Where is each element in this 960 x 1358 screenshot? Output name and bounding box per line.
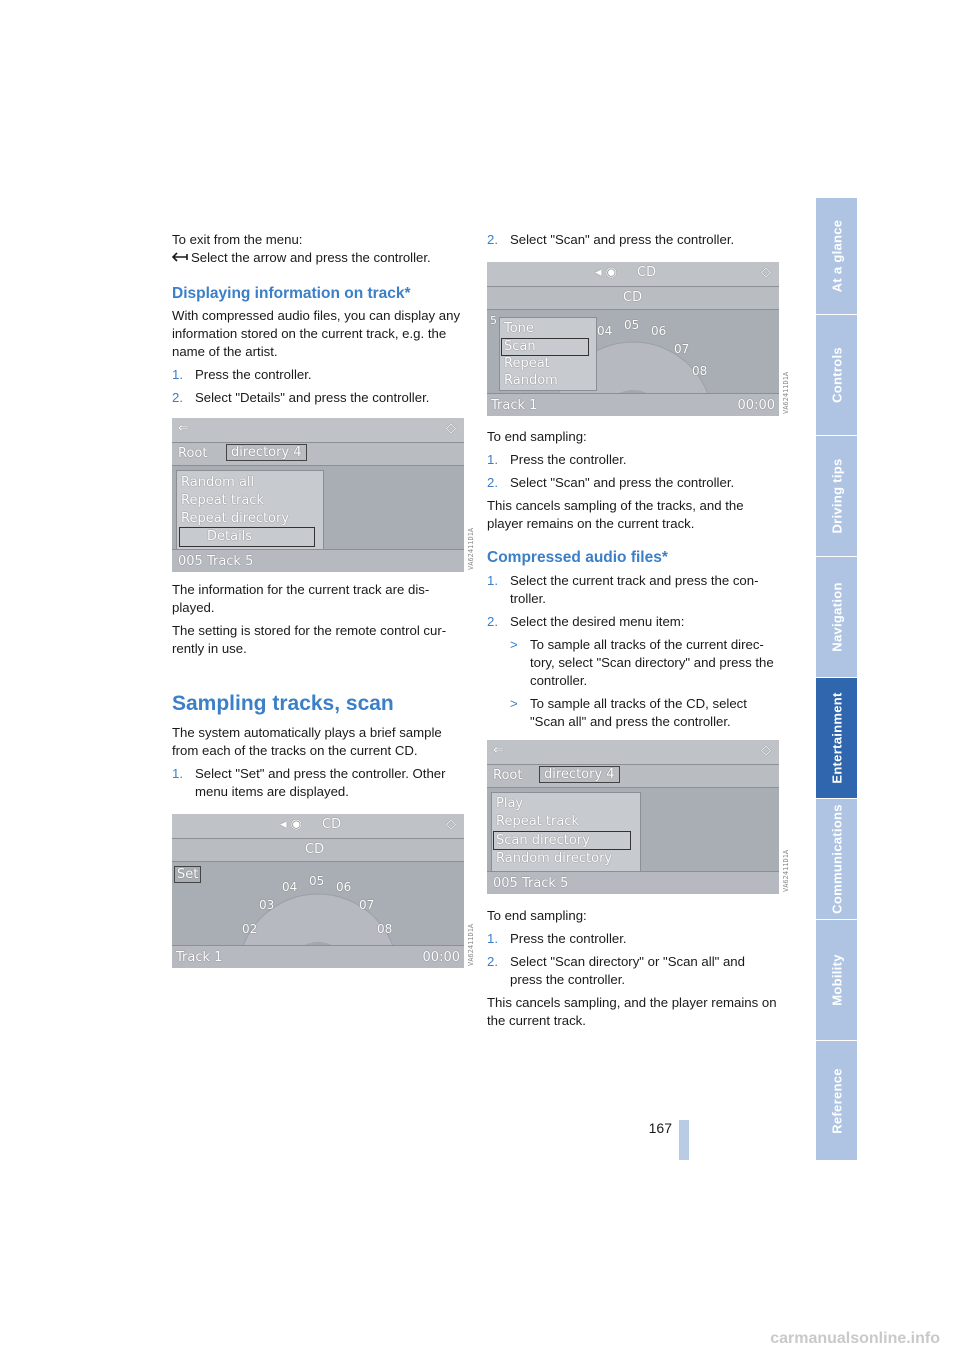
menu-list <box>491 792 641 872</box>
selection-box <box>501 338 589 356</box>
track-label: 005 Track 5 <box>493 876 569 891</box>
track-number: 05 <box>309 874 325 888</box>
cd-source-icon: ◂ ◉ <box>280 817 303 832</box>
track-number: 06 <box>651 324 667 338</box>
tab-label: Entertainment <box>829 692 844 784</box>
left-column <box>172 231 464 267</box>
tab-label: Communications <box>829 804 844 914</box>
cancel-paragraph: This cancels sampling of the tracks, and the player remains on the current track. <box>487 498 744 531</box>
track-number: 07 <box>359 898 375 912</box>
track-number: 03 <box>259 898 275 912</box>
menu-item: Repeat <box>504 356 550 371</box>
back-arrow-icon <box>172 249 191 267</box>
screen-scan-menu <box>487 262 779 416</box>
info-paragraph-1: The information for the current track are dis-played. <box>172 582 430 615</box>
tab-driving-tips[interactable] <box>816 436 857 557</box>
track-number: 08 <box>692 364 708 378</box>
heading-compressed-audio: Compressed audio files* <box>487 549 668 566</box>
second-source-label: CD <box>623 290 643 305</box>
track-number: 02 <box>242 922 258 936</box>
sampling-section <box>172 724 464 801</box>
end-intro: To end sampling: <box>487 908 587 923</box>
screen-set-menu <box>172 814 464 968</box>
menu-item-selected: Scan directory <box>496 833 590 848</box>
scan-step: 2. Select "Scan" and press the controller. <box>487 232 735 247</box>
menu-item: Repeat directory <box>181 511 290 526</box>
tab-navigation[interactable] <box>816 557 857 678</box>
info-section <box>172 581 464 658</box>
cd-source-icon: ◂ ◉ <box>595 265 618 280</box>
page-marker <box>679 1120 689 1160</box>
list-item: 1. Select the current track and press the con-troller. <box>487 573 759 606</box>
tab-label: Driving tips <box>829 458 844 534</box>
info-paragraph-2: The setting is stored for the remote control cur-rently in use. <box>172 623 447 656</box>
list-item: 2. Select the desired menu item: <box>487 614 685 629</box>
menu-item-selected: Details <box>207 529 253 544</box>
breadcrumb-directory: directory 4 <box>539 766 620 783</box>
set-item: Set <box>174 866 201 883</box>
source-label: CD <box>637 265 657 280</box>
time-label: 00:00 <box>422 950 460 965</box>
track-label: Track 1 <box>491 398 538 413</box>
menu-item: Repeat track <box>181 493 264 508</box>
list-item: 1. Press the controller. <box>487 931 627 946</box>
end-sampling-section-2 <box>487 907 779 1030</box>
track-label: 005 Track 5 <box>178 554 254 569</box>
info-icon: ◇ <box>761 743 771 758</box>
tab-label: Controls <box>829 347 844 403</box>
image-code: VA62411D1A <box>467 923 475 966</box>
tab-controls[interactable] <box>816 315 857 436</box>
list-item: 2. Select "Details" and press the controller. <box>172 390 430 405</box>
display-section <box>172 307 464 407</box>
selection-box <box>179 527 315 547</box>
screen-details-menu <box>172 418 464 572</box>
menu-item: Random directory <box>496 851 613 866</box>
tab-label: Navigation <box>829 582 844 652</box>
menu-item: Play <box>496 796 524 811</box>
menu-item: Repeat track <box>496 814 579 829</box>
info-icon: ◇ <box>446 421 456 436</box>
track-number: 05 <box>624 318 640 332</box>
tab-entertainment[interactable] <box>816 678 857 799</box>
compressed-section <box>487 572 779 731</box>
menu-list <box>499 317 597 391</box>
info-icon: ◇ <box>446 817 456 832</box>
sampling-paragraph: The system automatically plays a brief sample from each of the tracks on the current CD. <box>172 725 442 758</box>
tab-mobility[interactable] <box>816 920 857 1041</box>
track-number: 04 <box>282 880 298 894</box>
breadcrumb-directory: directory 4 <box>226 444 307 461</box>
tab-reference[interactable] <box>816 1041 857 1161</box>
back-arrow-icon: ⇐ <box>493 743 504 758</box>
track-number: 04 <box>597 324 613 338</box>
heading-displaying-info: Displaying information on track* <box>172 285 411 302</box>
heading-sampling-tracks: Sampling tracks, scan <box>172 692 394 715</box>
menu-item-selected: Scan <box>504 339 536 354</box>
list-item: 1. Press the controller. <box>172 367 312 382</box>
breadcrumb-root: Root <box>493 768 523 783</box>
end-intro: To end sampling: <box>487 429 587 444</box>
tab-label: Mobility <box>829 954 844 1006</box>
image-code: VA62411D1A <box>782 371 790 414</box>
list-item: 2. Select "Scan directory" or "Scan all" and press the controller. <box>487 954 745 987</box>
tab-at-a-glance[interactable] <box>816 198 857 315</box>
second-source-label: CD <box>305 842 325 857</box>
cancel-paragraph: This cancels sampling, and the player remains on the current track. <box>487 995 777 1028</box>
menu-item: Tone <box>504 321 534 336</box>
menu-item: Random all <box>181 475 255 490</box>
breadcrumb-root: Root <box>178 446 208 461</box>
list-item: 1. Select "Set" and press the controller. Other menu items are displayed. <box>172 766 446 799</box>
footer-watermark[interactable]: carmanualsonline.info <box>770 1330 940 1347</box>
track-number: 06 <box>336 880 352 894</box>
image-code: VA62411D1A <box>782 849 790 892</box>
exit-intro: To exit from the menu: <box>172 232 303 247</box>
sub-list-item: > To sample all tracks of the CD, select "Scan all" and press the controller. <box>510 696 747 729</box>
tab-label: Reference <box>829 1067 844 1134</box>
back-arrow-icon: ⇐ <box>178 421 189 436</box>
track-number: 08 <box>377 922 393 936</box>
tab-label: At a glance <box>829 219 844 293</box>
list-item: 1. Press the controller. <box>487 452 627 467</box>
end-sampling-section-1 <box>487 428 779 533</box>
track-marker: 5 <box>490 314 497 327</box>
list-item: 2. Select "Scan" and press the controller. <box>487 475 735 490</box>
image-code: VA62411D1A <box>467 527 475 570</box>
page-number: 167 <box>648 1120 672 1136</box>
source-label: CD <box>322 817 342 832</box>
menu-list <box>176 470 324 552</box>
display-paragraph: With compressed audio files, you can display any information stored on the current track, e.g. the name of the artist. <box>172 308 461 359</box>
menu-item: Random <box>504 373 558 388</box>
selection-box <box>493 831 631 850</box>
sub-list-item: > To sample all tracks of the current direc-tory, select "Scan directory" and press the controller. <box>510 637 774 688</box>
tab-communications[interactable] <box>816 799 857 920</box>
screen-scan-directory-menu <box>487 740 779 894</box>
exit-step: Select the arrow and press the controller. <box>172 249 464 267</box>
track-number: 07 <box>674 342 690 356</box>
info-icon: ◇ <box>761 265 771 280</box>
track-label: Track 1 <box>176 950 223 965</box>
time-label: 00:00 <box>737 398 775 413</box>
